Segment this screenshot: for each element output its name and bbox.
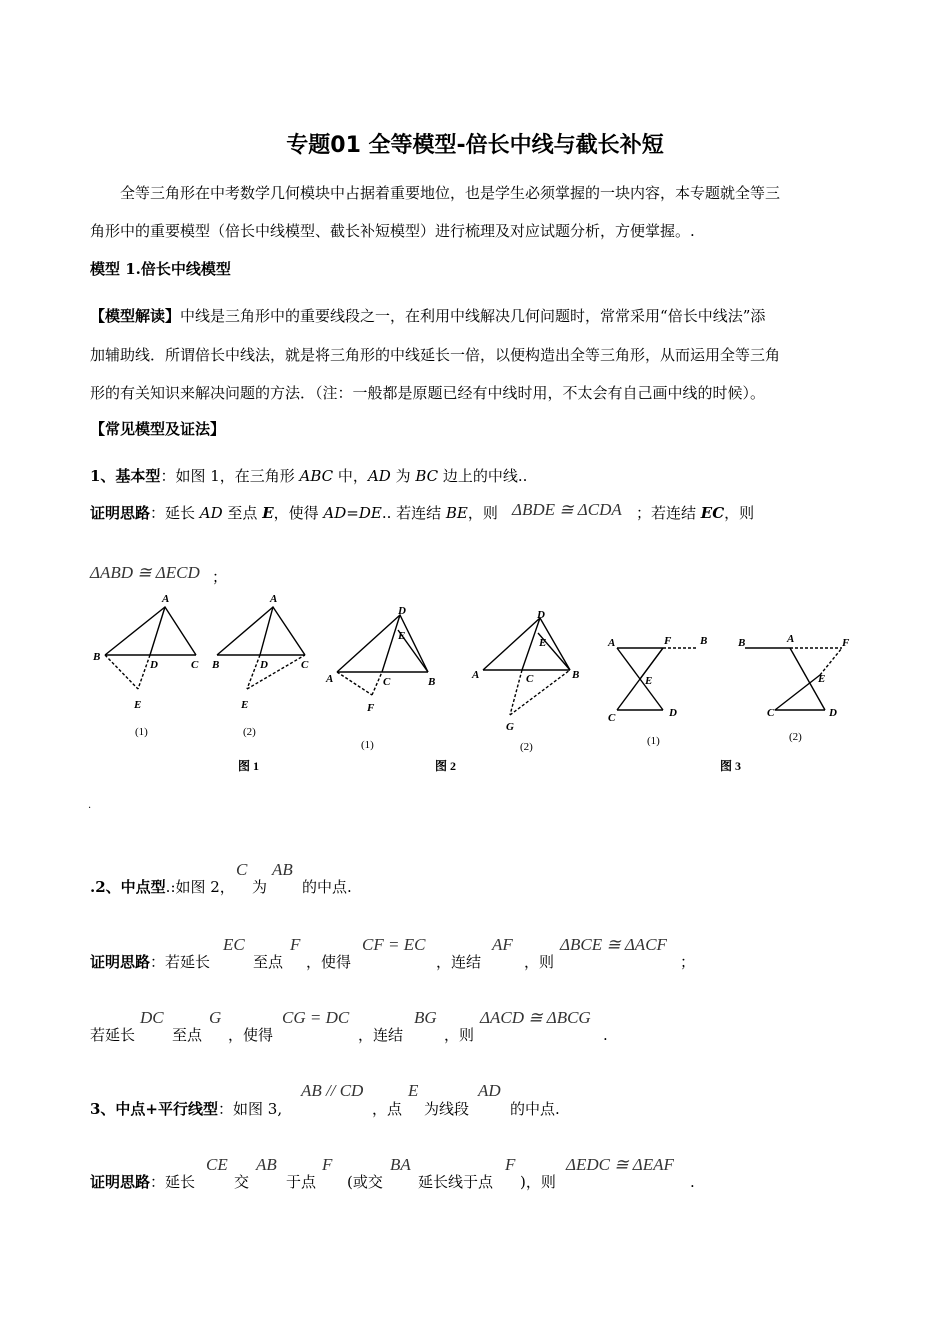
proof3-text-3: 于点 bbox=[286, 1173, 317, 1191]
proof2-text-1: ：若延长 bbox=[150, 953, 211, 971]
proof3-text-2: 交 bbox=[234, 1173, 250, 1191]
proof2-f: F bbox=[290, 935, 301, 954]
proof2b-text-3: ，使得 bbox=[228, 1026, 274, 1044]
proof3-text-4: (或交 bbox=[347, 1173, 383, 1191]
proof3-text-1: ：延长 bbox=[150, 1173, 196, 1191]
segment-ad: AD bbox=[367, 467, 391, 485]
interpretation-line-3: 形的有关知识来解决问题的方法．（注：一般都是原题已经有中线时用，不太会有自己画中线的时候）。 bbox=[90, 384, 766, 402]
f2-a-label: A bbox=[326, 673, 334, 685]
proof2-cf-ec: CF = EC bbox=[362, 935, 426, 954]
proof2b-g: G bbox=[209, 1008, 222, 1027]
midpoint-text-1: .:如图 2， bbox=[165, 878, 235, 896]
parallel-text-3: 为线段 bbox=[424, 1100, 470, 1118]
basic-type-line bbox=[90, 469, 527, 484]
f2-f-label: F bbox=[367, 702, 375, 714]
interpretation-text-1: 中线是三角形中的重要线段之一，在利用中线解决几何问题时，常常采用“倍长中线法”添 bbox=[180, 307, 766, 325]
f3-c-label: C bbox=[608, 712, 616, 724]
proof2b-text-5: ，则 bbox=[444, 1026, 475, 1044]
f2-c-label: C bbox=[383, 676, 391, 688]
proof2-label: 证明思路 bbox=[90, 953, 151, 971]
proof1-text-2: 至点 bbox=[222, 504, 263, 522]
proof1-text-4: .. 若连结 bbox=[381, 504, 446, 522]
interpretation-label: 【模型解读】 bbox=[90, 307, 181, 325]
basic-text-1: ：如图 1，在三角形 bbox=[160, 467, 300, 485]
midpoint-text-3: 的中点. bbox=[302, 878, 352, 896]
basic-text-2: 中， bbox=[333, 467, 368, 485]
f2-d-label: D bbox=[398, 605, 406, 617]
fig3-caption: 图 3 bbox=[720, 759, 742, 773]
f2-2e-label: E bbox=[539, 637, 547, 649]
stray-dot: . bbox=[88, 800, 92, 811]
proof1-text-5: ，则 bbox=[467, 504, 498, 522]
proof3-label: 证明思路 bbox=[90, 1173, 151, 1191]
fig1-caption: 图 1 bbox=[238, 759, 260, 773]
proof2-text-2: 至点 bbox=[253, 953, 284, 971]
figure-3-1 bbox=[617, 648, 698, 710]
parallel-text-4: 的中点. bbox=[510, 1100, 560, 1118]
f1-2a-label: A bbox=[270, 593, 278, 605]
f1a-label: A bbox=[162, 593, 170, 605]
f1b-label: B bbox=[93, 651, 101, 663]
f3-2f-label: F bbox=[842, 637, 850, 649]
fig2-sub2: (2) bbox=[520, 741, 533, 753]
f1-2c-label: C bbox=[301, 659, 309, 671]
proof2-text-6: ； bbox=[680, 953, 696, 971]
figure-1-1 bbox=[105, 607, 196, 689]
proof3-congruence: ΔEDC ≅ ΔEAF bbox=[566, 1155, 674, 1174]
proof2b-cg-dc: CG = DC bbox=[282, 1008, 350, 1027]
parallel-ad: AD bbox=[478, 1081, 501, 1100]
parallel-ab-cd: AB // CD bbox=[301, 1081, 364, 1100]
figure-2-2 bbox=[483, 618, 570, 715]
proof3-line bbox=[90, 1175, 195, 1190]
figures-strip bbox=[80, 590, 860, 785]
f2-2d-label: D bbox=[537, 609, 545, 621]
f3-e-label: E bbox=[645, 675, 653, 687]
f2-2a-label: A bbox=[472, 669, 480, 681]
proof3-f: F bbox=[322, 1155, 333, 1174]
midpoint-label: .2、中点型 bbox=[90, 878, 166, 896]
parallel-e: E bbox=[408, 1081, 419, 1100]
proof2b-congruence: ΔACD ≅ ΔBCG bbox=[480, 1008, 591, 1027]
parallel-text-1: ：如图 3, bbox=[218, 1100, 283, 1118]
proof1-line-cont bbox=[636, 506, 754, 521]
basic-text-3: 为 bbox=[390, 467, 416, 485]
parallel-line bbox=[90, 1102, 282, 1117]
f2-2g-label: G bbox=[506, 721, 514, 733]
proof3-text-6: )，则 bbox=[520, 1173, 556, 1191]
mid-c: C bbox=[236, 860, 248, 879]
f3-2b-label: B bbox=[738, 637, 746, 649]
f3-f-label: F bbox=[664, 635, 672, 647]
fig2-sub1: (1) bbox=[361, 739, 374, 751]
fig3-sub1: (1) bbox=[647, 735, 660, 747]
proof3-f2: F bbox=[505, 1155, 516, 1174]
proof2-text-3: ，使得 bbox=[306, 953, 352, 971]
proof1-ad: AD bbox=[199, 504, 223, 522]
f1-2d-label: D bbox=[260, 659, 268, 671]
proof1-text-3: ，使得 bbox=[273, 504, 324, 522]
intro-line-1: 全等三角形在中考数学几何模块中占据着重要地位，也是学生必须掌握的一块内容，本专题就全等三 bbox=[120, 184, 781, 202]
proof1-ec: EC bbox=[700, 504, 725, 522]
f3-b-label: B bbox=[700, 635, 708, 647]
basic-text-4: 边上的中线.. bbox=[438, 467, 528, 485]
figure-1-2 bbox=[217, 607, 305, 689]
f3-2c-label: C bbox=[767, 707, 775, 719]
proof1-congruence-2: ΔABD ≅ ΔECD bbox=[90, 563, 200, 582]
f2-2c-label: C bbox=[526, 673, 534, 685]
f1c-label: C bbox=[191, 659, 199, 671]
f2-e-label: E bbox=[398, 630, 406, 642]
f3-2a-label: A bbox=[787, 633, 795, 645]
proof1-semicolon: ； bbox=[212, 568, 228, 586]
intro-line-2: 角形中的重要模型（倍长中线模型、截长补短模型）进行梳理及对应试题分析，方便掌握。. bbox=[90, 222, 695, 240]
f1e-label: E bbox=[134, 699, 142, 711]
proof2-text-4: ，连结 bbox=[436, 953, 482, 971]
interpretation-line-2: 加辅助线．所谓倍长中线法，就是将三角形的中线延长一倍，以便构造出全等三角形，从而运用全等三角 bbox=[90, 346, 781, 364]
basic-type-label: 1、基本型 bbox=[90, 467, 161, 485]
proof3-text-7: . bbox=[690, 1173, 695, 1191]
midpoint-line bbox=[90, 880, 235, 895]
proof1-text-6: ；若连结 bbox=[636, 504, 701, 522]
common-models-heading: 【常见模型及证法】 bbox=[90, 420, 226, 438]
proof2b-dc: DC bbox=[140, 1008, 164, 1027]
f3-d-label: D bbox=[669, 707, 677, 719]
fig2-caption: 图 2 bbox=[435, 759, 457, 773]
f1d-label: D bbox=[150, 659, 158, 671]
fig1-sub2: (2) bbox=[243, 726, 256, 738]
proof2-ec: EC bbox=[223, 935, 245, 954]
f1-2b-label: B bbox=[212, 659, 220, 671]
proof1-be: BE bbox=[445, 504, 468, 522]
f3-2d-label: D bbox=[829, 707, 837, 719]
proof2-line bbox=[90, 955, 210, 970]
fig1-sub1: (1) bbox=[135, 726, 148, 738]
parallel-label: 3、中点+平行线型 bbox=[90, 1100, 219, 1118]
proof2b-bg: BG bbox=[414, 1008, 437, 1027]
proof1-e: E bbox=[262, 504, 274, 522]
proof2-af: AF bbox=[492, 935, 513, 954]
model1-heading: 模型 1.倍长中线模型 bbox=[90, 260, 231, 278]
proof1-text-7: ，则 bbox=[724, 504, 755, 522]
f2-b-label: B bbox=[428, 676, 436, 688]
proof3-ba: BA bbox=[390, 1155, 411, 1174]
f2-2b-label: B bbox=[572, 669, 580, 681]
f3-a-label: A bbox=[608, 637, 616, 649]
triangle-abc: ABC bbox=[299, 467, 334, 485]
proof1-congruence-1: ΔBDE ≅ ΔCDA bbox=[512, 500, 622, 519]
proof1-text-1: ：延长 bbox=[150, 504, 200, 522]
proof1-ad-de: AD=DE bbox=[323, 504, 382, 522]
proof2b-text-6: . bbox=[603, 1026, 608, 1044]
proof2b-text-1: 若延长 bbox=[90, 1026, 136, 1044]
segment-bc: BC bbox=[415, 467, 439, 485]
proof1-line bbox=[90, 506, 498, 521]
midpoint-text-2: 为 bbox=[252, 878, 268, 896]
proof1-label: 证明思路 bbox=[90, 504, 151, 522]
mid-ab: AB bbox=[272, 860, 293, 879]
proof2-congruence: ΔBCE ≅ ΔACF bbox=[560, 935, 667, 954]
page-title: 专题01 全等模型-倍长中线与截长补短 bbox=[286, 133, 664, 158]
proof2b-text-2: 至点 bbox=[172, 1026, 203, 1044]
proof2b-text-4: ，连结 bbox=[358, 1026, 404, 1044]
interpretation-line-1 bbox=[90, 309, 765, 324]
fig3-sub2: (2) bbox=[789, 731, 802, 743]
proof3-ce: CE bbox=[206, 1155, 228, 1174]
proof3-ab: AB bbox=[256, 1155, 277, 1174]
figure-3-2 bbox=[745, 648, 842, 710]
parallel-text-2: ，点 bbox=[372, 1100, 403, 1118]
proof3-text-5: 延长线于点 bbox=[418, 1173, 494, 1191]
proof2-text-5: ，则 bbox=[524, 953, 555, 971]
f3-2e-label: E bbox=[818, 673, 826, 685]
f1-2e-label: E bbox=[241, 699, 249, 711]
